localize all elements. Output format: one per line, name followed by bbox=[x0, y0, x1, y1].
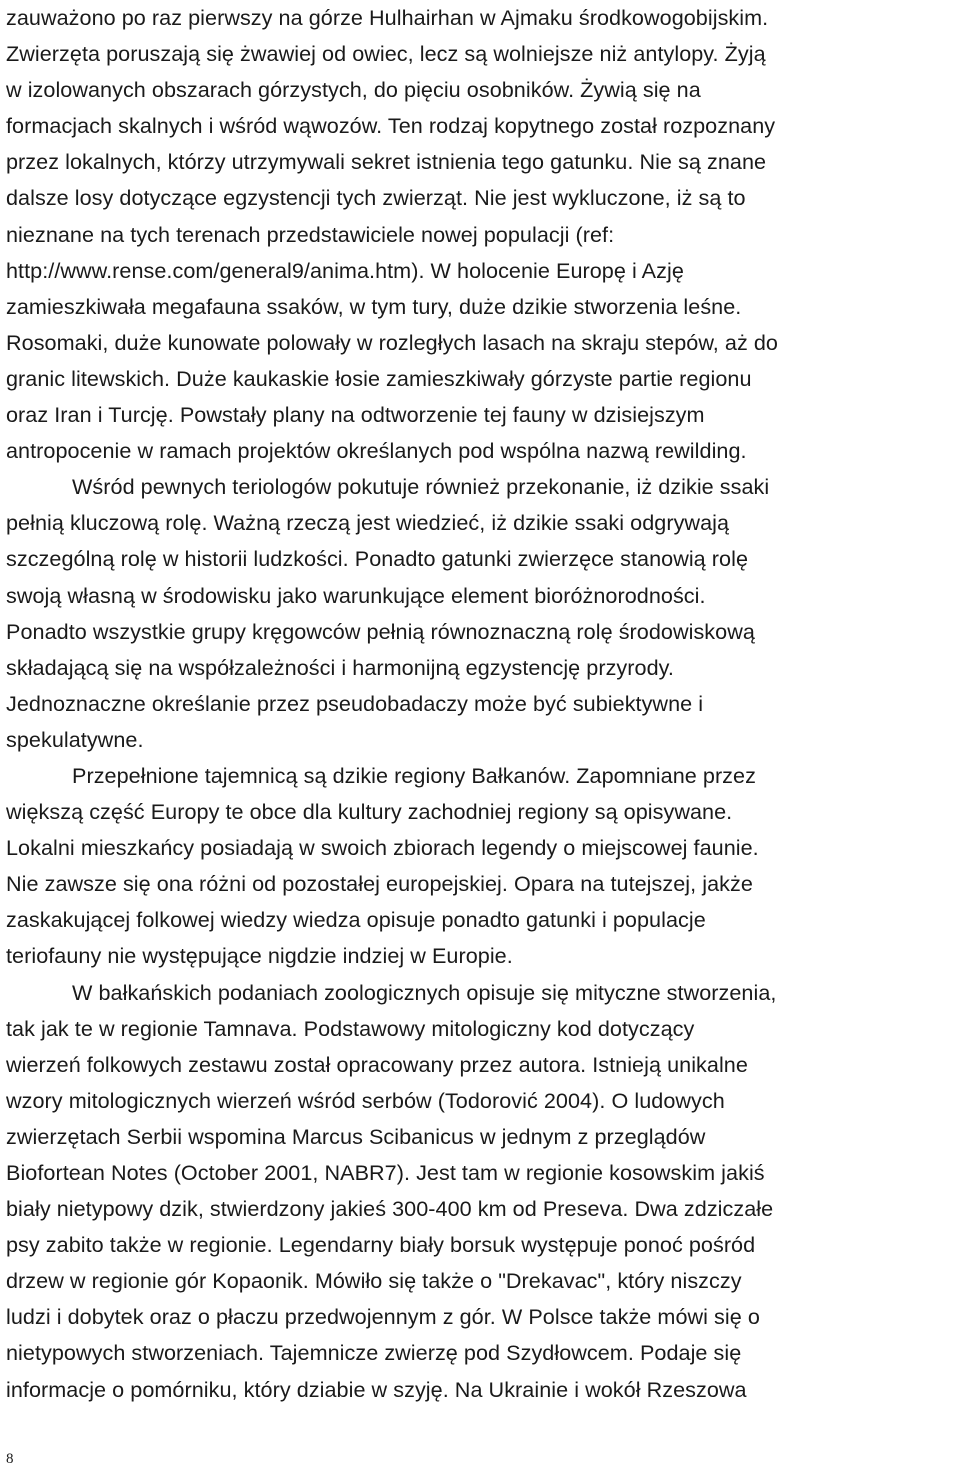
text-line: zamieszkiwała megafauna ssaków, w tym tury, duże dzikie stworzenia leśne. bbox=[6, 293, 742, 319]
text-line: Ponadto wszystkie grupy kręgowców pełnią równoznaczną rolę środowiskową bbox=[6, 618, 755, 644]
text-line: składającą się na współzależności i harmonijną egzystencję przyrody. bbox=[6, 654, 674, 680]
text-line: dalsze losy dotyczące egzystencji tych zwierząt. Nie jest wykluczone, iż są to bbox=[6, 185, 746, 211]
text-line: wierzeń folkowych zestawu został opracowany przez autora. Istnieją unikalne bbox=[6, 1051, 748, 1077]
text-line: zwierzętach Serbii wspomina Marcus Scibanicus w jednym z przeglądów bbox=[6, 1123, 706, 1149]
reference-url-line: http://www.rense.com/general9/anima.htm). W holocenie Europę i Azję bbox=[6, 257, 684, 283]
text-line: przez lokalnych, którzy utrzymywali sekret istnienia tego gatunku. Nie są znane bbox=[6, 149, 767, 175]
text-line: zauważono po raz pierwszy na górze Hulhairhan w Ajmaku środkowogobijskim. bbox=[6, 5, 769, 30]
text-line: biały nietypowy dzik, stwierdzony jakieś 300-400 km od Preseva. Dwa zdziczałe bbox=[6, 1196, 774, 1222]
text-line: Jednoznaczne określanie przez pseudobadaczy może być subiektywne i bbox=[6, 690, 704, 716]
text-line: oraz Iran i Turcję. Powstały plany na odtworzenie tej fauny w dzisiejszym bbox=[6, 402, 705, 428]
text-line: zaskakującej folkowej wiedzy wiedza opisuje ponadto gatunki i populacje bbox=[6, 907, 706, 933]
text-line: Zwierzęta poruszają się żwawiej od owiec, lecz są wolniejsze niż antylopy. Żyją bbox=[6, 41, 766, 67]
page-number: 8 bbox=[6, 1451, 14, 1467]
text-line: drzew w regionie gór Kopaonik. Mówiło się także o "Drekavac", który niszczy bbox=[6, 1268, 742, 1294]
text-line: ludzi i dobytek oraz o płaczu przedwojennym z gór. W Polsce także mówi się o bbox=[6, 1304, 760, 1330]
paragraph-start-line: W bałkańskich podaniach zoologicznych opisuje się mityczne stworzenia, bbox=[72, 979, 777, 1005]
text-line: psy zabito także w regionie. Legendarny biały borsuk występuje ponoć pośród bbox=[6, 1232, 756, 1258]
text-line: nieznane na tych terenach przedstawiciele nowej populacji (ref: bbox=[6, 221, 615, 247]
paragraph-start-line: Wśród pewnych teriologów pokutuje również przekonanie, iż dzikie ssaki bbox=[72, 474, 770, 500]
text-line: informacje o pomórniku, który dziabie w szyję. Na Ukrainie i wokół Rzeszowa bbox=[6, 1376, 747, 1402]
text-line: granic litewskich. Duże kaukaskie łosie zamieszkiwały górzyste partie regionu bbox=[6, 365, 752, 391]
text-line: większą część Europy te obce dla kultury zachodniej regiony są opisywane. bbox=[6, 799, 733, 825]
text-line: szczególną rolę w historii ludzkości. Ponadto gatunki zwierzęce stanowią rolę bbox=[6, 546, 749, 572]
text-line: wzory mitologicznych wierzeń wśród serbów (Todorović 2004). O ludowych bbox=[6, 1087, 725, 1113]
text-line: pełnią kluczową rolę. Ważną rzeczą jest wiedzieć, iż dzikie ssaki odgrywają bbox=[6, 510, 730, 536]
text-line: Nie zawsze się ona różni od pozostałej europejskiej. Opara na tutejszej, jakże bbox=[6, 871, 753, 897]
text-line: swoją własną w środowisku jako warunkujące element bioróżnorodności. bbox=[6, 582, 706, 608]
text-line: tak jak te w regionie Tamnava. Podstawowy mitologiczny kod dotyczący bbox=[6, 1015, 695, 1041]
text-line: spekulatywne. bbox=[6, 726, 144, 752]
text-line: antropocenie w ramach projektów określanych pod wspólna nazwą rewilding. bbox=[6, 438, 747, 464]
body-text bbox=[6, 0, 956, 1408]
text-line: w izolowanych obszarach górzystych, do pięciu osobników. Żywią się na bbox=[6, 77, 701, 103]
text-line: Biofortean Notes (October 2001, NABR7). Jest tam w regionie kosowskim jakiś bbox=[6, 1160, 765, 1185]
text-line: Lokalni mieszkańcy posiadają w swoich zbiorach legendy o miejscowej faunie. bbox=[6, 835, 759, 861]
text-line: teriofauny nie występujące nigdzie indziej w Europie. bbox=[6, 943, 513, 969]
paragraph-start-line: Przepełnione tajemnicą są dzikie regiony Bałkanów. Zapomniane przez bbox=[72, 762, 756, 788]
text-line: Rosomaki, duże kunowate polowały w rozległych lasach na skraju stepów, aż do bbox=[6, 329, 778, 355]
text-line: nietypowych stworzeniach. Tajemnicze zwierzę pod Szydłowcem. Podaje się bbox=[6, 1340, 742, 1366]
text-line: formacjach skalnych i wśród wąwozów. Ten rodzaj kopytnego został rozpoznany bbox=[6, 113, 776, 139]
